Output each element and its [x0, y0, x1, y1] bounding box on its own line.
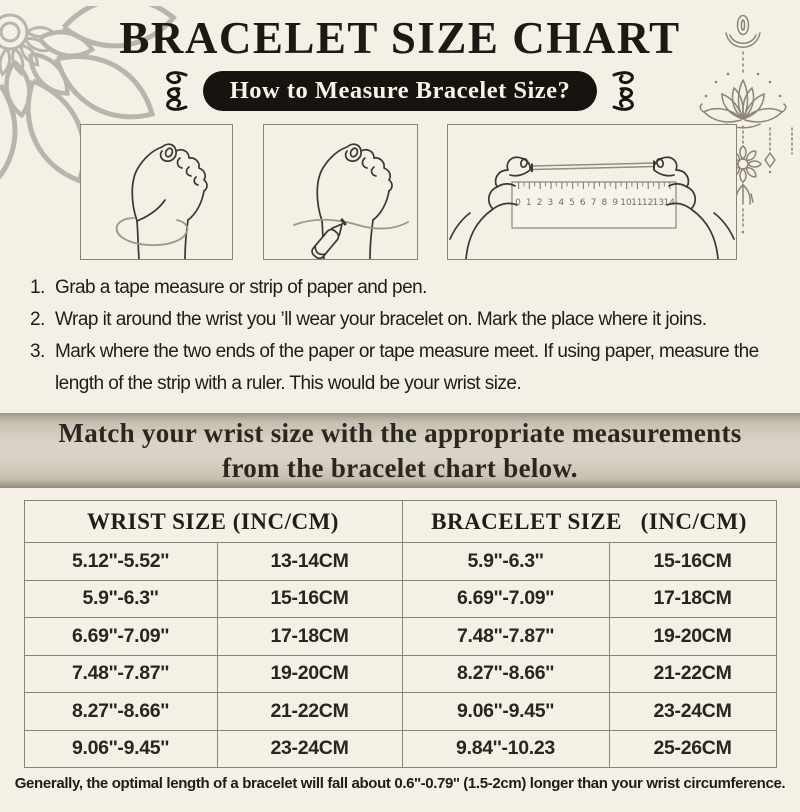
svg-text:14: 14 [663, 198, 675, 208]
wrist-inch-cell: 9.06''-9.45'' [24, 730, 217, 768]
banner-line: from the bracelet chart below. [222, 452, 578, 483]
banner-line: Match your wrist size with the appropriate measurements [58, 417, 742, 448]
svg-text:7: 7 [590, 198, 597, 208]
instruction-item [30, 304, 772, 336]
figure-wrap-tape-around-wrist [80, 124, 233, 260]
svg-text:3: 3 [547, 198, 554, 208]
svg-text:1: 1 [525, 198, 532, 208]
instruction-item [30, 272, 772, 304]
bracelet-cm-cell: 25-26CM [609, 730, 776, 768]
wrist-cm-cell: 23-24CM [217, 730, 402, 768]
wrist-cm-cell: 15-16CM [217, 580, 402, 618]
left-flourish-icon [156, 68, 190, 114]
wrist-inch-cell: 6.69''-7.09'' [24, 618, 217, 656]
right-flourish-icon [610, 68, 644, 114]
instruction-number: 2. [30, 309, 45, 330]
bracelet-cm-cell: 23-24CM [609, 693, 776, 731]
wrist-cm-cell: 21-22CM [217, 693, 402, 731]
wrist-inch-cell: 7.48''-7.87'' [24, 655, 217, 693]
svg-text:10: 10 [620, 198, 632, 208]
bracelet-inch-cell: 9.84''-10.23 [402, 730, 609, 768]
instruction-item [30, 336, 772, 400]
figure-measure-with-ruler [447, 124, 737, 260]
bracelet-inch-cell: 5.9''-6.3'' [402, 543, 609, 581]
wrist-cm-cell: 13-14CM [217, 543, 402, 581]
table-row [24, 730, 776, 768]
ribbon-row [0, 69, 800, 113]
instruction-list [30, 272, 772, 400]
svg-text:0: 0 [515, 198, 521, 208]
table-row [24, 618, 776, 656]
footnote: Generally, the optimal length of a bracelet will fall about 0.6''-0.79'' (1.5-2cm) longer than your wrist circumference. [14, 775, 786, 792]
wrist-inch-cell: 5.12''-5.52'' [24, 543, 217, 581]
svg-text:2: 2 [536, 198, 543, 208]
table-row [24, 543, 776, 581]
bracelet-cm-cell: 15-16CM [609, 543, 776, 581]
bracelet-size-header: BRACELET SIZE (INC/CM) [402, 501, 776, 543]
bracelet-inch-cell: 6.69''-7.09'' [402, 580, 609, 618]
instruction-text: Mark where the two ends of the paper or tape measure meet. If using paper, measure the length of the strip with a ruler. This would be your wrist size. [55, 341, 759, 394]
svg-text:8: 8 [601, 198, 608, 208]
wrist-cm-cell: 19-20CM [217, 655, 402, 693]
how-to-measure-ribbon: How to Measure Bracelet Size? [203, 71, 598, 111]
svg-text:9: 9 [612, 198, 619, 208]
match-size-banner [0, 413, 800, 488]
wrist-size-header: WRIST SIZE (INC/CM) [24, 501, 402, 543]
bracelet-inch-cell: 9.06''-9.45'' [402, 693, 609, 731]
svg-text:11: 11 [631, 198, 643, 208]
figure-row [80, 124, 737, 260]
bracelet-cm-cell: 21-22CM [609, 655, 776, 693]
wrist-inch-cell: 5.9''-6.3'' [24, 580, 217, 618]
instruction-text: Wrap it around the wrist you ’ll wear your bracelet on. Mark the place where it joins. [55, 309, 707, 330]
instruction-text: Grab a tape measure or strip of paper and pen. [55, 277, 427, 298]
bracelet-size-chart-page [0, 12, 800, 812]
table-row [24, 580, 776, 618]
svg-text:4: 4 [558, 198, 565, 208]
ruler-numbers [515, 198, 675, 208]
table-row [24, 693, 776, 731]
svg-text:13: 13 [652, 198, 665, 208]
bracelet-inch-cell: 7.48''-7.87'' [402, 618, 609, 656]
wrist-inch-cell: 8.27''-8.66'' [24, 693, 217, 731]
instruction-number: 3. [30, 341, 45, 362]
instruction-number: 1. [30, 277, 45, 298]
page-title: BRACELET SIZE CHART [119, 13, 681, 63]
bracelet-cm-cell: 19-20CM [609, 618, 776, 656]
wrist-cm-cell: 17-18CM [217, 618, 402, 656]
size-chart-table [24, 500, 777, 768]
bracelet-inch-cell: 8.27''-8.66'' [402, 655, 609, 693]
svg-text:12: 12 [641, 198, 654, 208]
svg-text:6: 6 [579, 198, 586, 208]
svg-text:5: 5 [569, 198, 575, 208]
bracelet-cm-cell: 17-18CM [609, 580, 776, 618]
table-header-row [24, 501, 776, 543]
table-row [24, 655, 776, 693]
figure-mark-with-pen [263, 124, 418, 260]
